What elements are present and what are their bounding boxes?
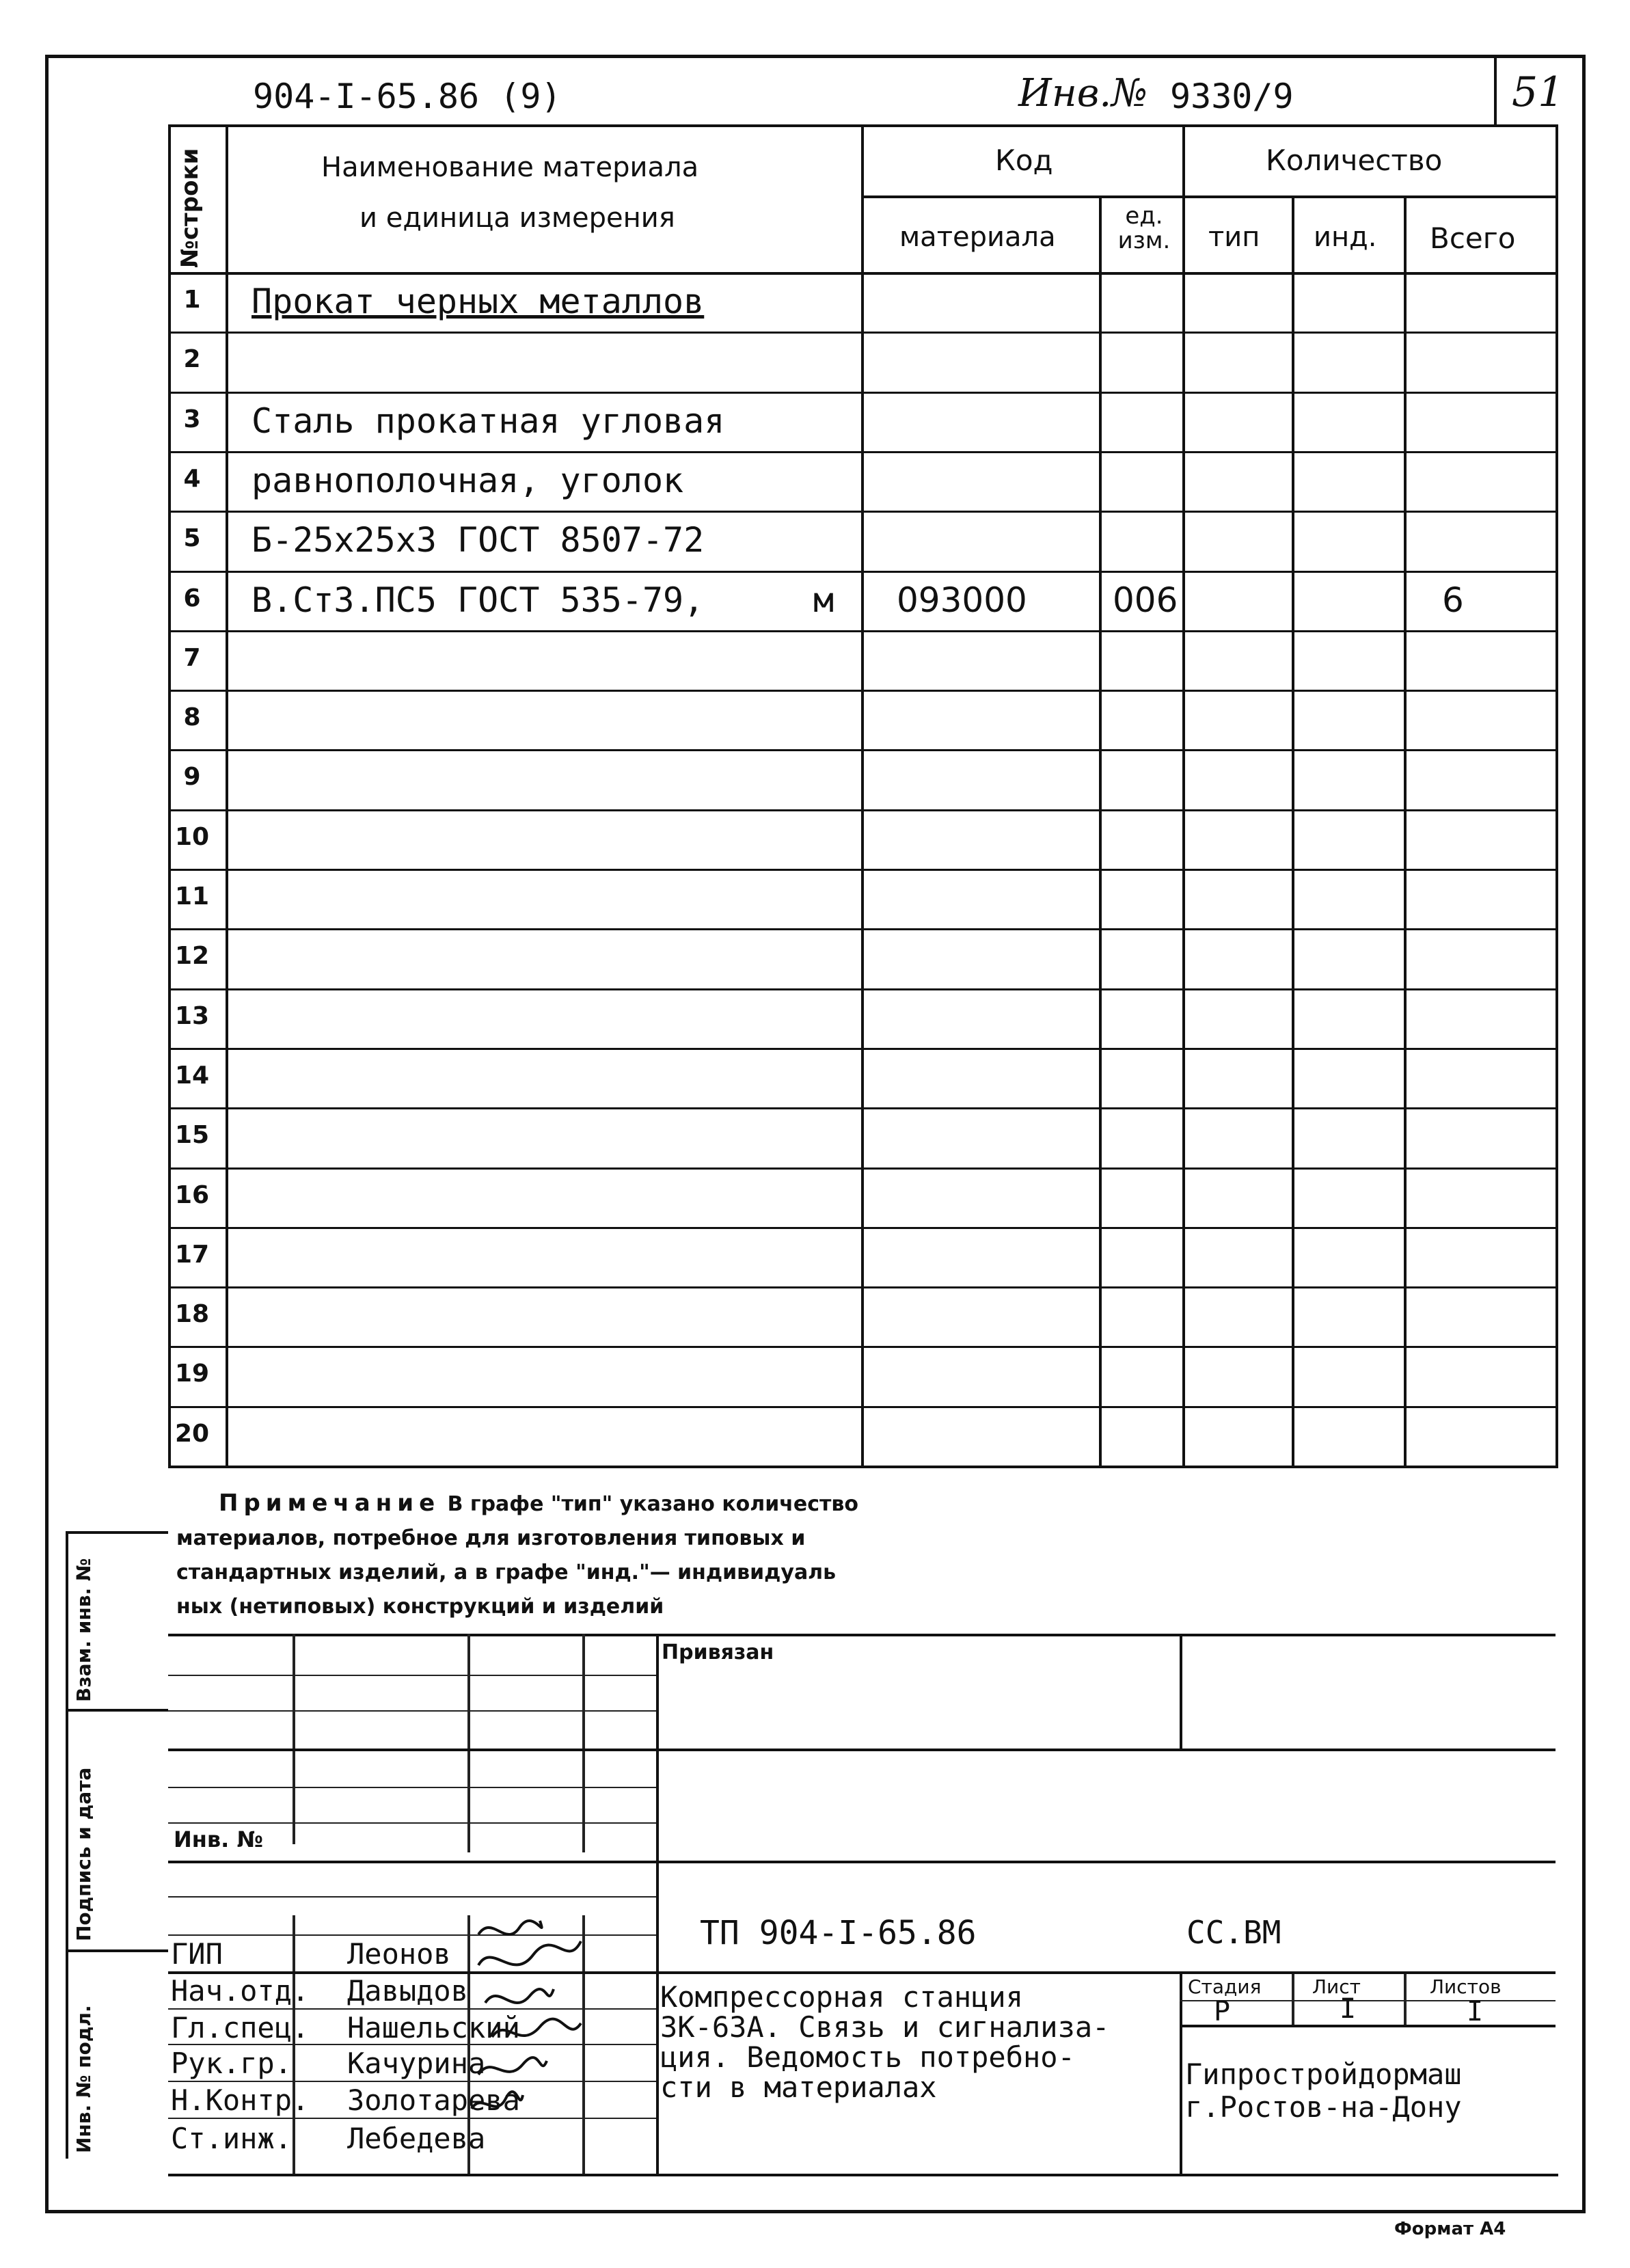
row-number: 4 (183, 465, 201, 493)
signatory-name: Нашельский (347, 2011, 520, 2044)
stamp-h4 (168, 1787, 656, 1788)
side-strip-line (66, 1531, 68, 2159)
row-number: 5 (183, 524, 201, 552)
subheader-line (861, 195, 1556, 198)
row-name: Прокат черных металлов (252, 282, 705, 321)
row-number: 7 (183, 644, 201, 672)
stage-value: Р (1214, 1996, 1231, 2027)
qty-total-header: Всего (1430, 221, 1516, 255)
stamp-grid-v1b (293, 1915, 295, 2175)
name-header-2: и единица измерения (359, 202, 675, 234)
stamp-stage-div (1292, 1971, 1294, 2026)
row-name: Сталь прокатная угловая (252, 401, 725, 441)
row-unit-code: 006 (1113, 580, 1178, 620)
signatory-role: Гл.спец. (171, 2011, 310, 2044)
row-number: 13 (174, 1002, 210, 1030)
stamp-h2 (168, 1710, 656, 1712)
row-material-code: 093000 (897, 580, 1027, 620)
signatory-name: Золотарева (347, 2083, 520, 2117)
row-line (168, 928, 1556, 930)
table-right-border (1556, 124, 1558, 1468)
note-block (176, 1486, 858, 1624)
stamp-grid-v1 (293, 1634, 295, 1844)
sheets-label: Листов (1430, 1975, 1502, 1998)
signatory-role: Ст.инж. (171, 2122, 293, 2155)
row-number: 12 (174, 942, 210, 970)
org-line-2: г.Ростов-на-Дону (1185, 2090, 1462, 2124)
signatory-name: Леонов (347, 1937, 451, 1971)
signature-davydov (478, 1941, 581, 1965)
page-number: 51 (1512, 68, 1564, 116)
signature-lebedeva (472, 2092, 523, 2109)
stamp-bottom-line (168, 2174, 1558, 2176)
stamp-h6 (168, 1861, 1556, 1863)
signatory-role: Рук.гр. (171, 2047, 293, 2080)
stamp-grid-v2 (467, 1634, 470, 1852)
signatory-role: Н.Контр. (171, 2083, 310, 2117)
row-line (168, 1406, 1556, 1408)
stamp-h1 (168, 1675, 656, 1676)
name-header-1: Наименование материала (321, 152, 699, 183)
row-number: 20 (174, 1420, 210, 1448)
row-line (168, 1286, 1556, 1288)
page-num-divider (1494, 55, 1497, 127)
stamp-title (660, 1982, 1109, 2103)
type-col-line (1292, 195, 1294, 1468)
side-vzam-inv: Взам. инв. № (72, 1558, 95, 1702)
side-podpis-data: Подпись и дата (72, 1767, 95, 1941)
stamp-top-line (168, 1634, 1556, 1636)
row-line (168, 1107, 1556, 1109)
row-number: 8 (183, 703, 201, 731)
row-line (168, 451, 1556, 453)
row-number: 3 (183, 405, 201, 433)
org-line-1: Гипростройдормаш (1185, 2057, 1462, 2091)
stamp-title-line-2: 3К-63А. Связь и сигнализа- (660, 2010, 1110, 2044)
side-h1 (66, 1531, 168, 1534)
doc-mark: СС.ВМ (1186, 1914, 1281, 1951)
row-number: 17 (174, 1241, 210, 1269)
row-number: 14 (174, 1062, 210, 1090)
sheet-label: Лист (1312, 1975, 1361, 1998)
qty-ind-header: инд. (1314, 221, 1377, 253)
rownum-header: №строки (176, 148, 204, 268)
row-line (168, 1346, 1556, 1348)
signatory-role: Нач.отд. (171, 1974, 310, 2008)
stamp-privyazan-divider (1180, 1634, 1182, 1750)
note-line-3: стандартных изделий, а в графе "инд."— индивидуаль (176, 1561, 837, 1584)
row-number: 10 (174, 823, 210, 851)
row-line (168, 869, 1556, 871)
row-line (168, 630, 1556, 632)
code-header: Код (995, 144, 1053, 177)
note-line-1: В графе "тип" указано количество (447, 1492, 858, 1516)
sheet-value: I (1340, 1993, 1357, 2025)
sheets-value: I (1467, 1996, 1484, 2027)
signatory-name: Давыдов (347, 1974, 469, 2008)
page-frame (45, 55, 1586, 2213)
row-number: 2 (183, 345, 201, 373)
code-col-line (1099, 195, 1102, 1468)
signature-kachurina (492, 2019, 581, 2037)
stamp-stage-h (1180, 2000, 1556, 2001)
privyazan-label: Привязан (662, 1641, 774, 1664)
stamp-h7 (168, 1896, 656, 1898)
signature-nashelsky (485, 1989, 554, 2003)
qty-header: Количество (1266, 144, 1443, 177)
row-number: 6 (183, 584, 201, 612)
row-number: 15 (174, 1121, 210, 1149)
stamp-right-divider (1180, 1971, 1182, 2175)
doc-code: 904-I-65.86 (9) (253, 77, 562, 116)
row-line (168, 988, 1556, 990)
side-inv-podl: Инв. № подл. (72, 2005, 95, 2153)
header-rows-line (168, 272, 1556, 275)
row-qty-total: 6 (1442, 580, 1464, 620)
format-label: Формат А4 (1394, 2219, 1506, 2239)
row-number: 18 (174, 1300, 210, 1328)
row-name: В.Ст3.ПС5 ГОСТ 535-79, (252, 580, 705, 620)
note-title: Примечание (219, 1489, 441, 1517)
row-unit: м (813, 580, 834, 620)
stamp-sheet-div (1404, 1971, 1407, 2026)
row-number: 9 (183, 763, 201, 791)
row-line (168, 1167, 1556, 1170)
stamp-title-line-3: ция. Ведомость потребно- (660, 2040, 1075, 2074)
row-line (168, 690, 1556, 692)
tp-code: ТП 904-I-65.86 (700, 1914, 977, 1952)
side-h2 (66, 1709, 168, 1712)
stamp-title-line-1: Компрессорная станция (660, 1980, 1024, 2014)
row-number: 11 (174, 882, 210, 910)
row-number: 19 (174, 1360, 210, 1388)
row-line (168, 1227, 1556, 1229)
inv-label: Инв.№ (1018, 71, 1148, 116)
code-material-header: материала (899, 221, 1056, 253)
row-line (168, 571, 1556, 573)
signature-leonov (478, 1921, 542, 1934)
signatory-name: Качурина (347, 2047, 486, 2080)
qty-type-header: тип (1208, 221, 1260, 253)
row-name: Б-25х25х3 ГОСТ 8507-72 (252, 520, 705, 560)
row-number: 1 (183, 286, 201, 314)
row-line (168, 511, 1556, 513)
row-line (168, 392, 1556, 394)
table-bottom-line (168, 1466, 1556, 1468)
unit-col-line (1182, 124, 1185, 1468)
row-name: равнополочная, уголок (252, 461, 684, 500)
name-col-line (861, 124, 864, 1468)
signatory-name: Лебедева (347, 2122, 486, 2155)
row-line (168, 809, 1556, 811)
stamp-main-divider (656, 1634, 659, 2175)
signatory-role: ГИП (171, 1937, 223, 1971)
inv-number: 9330/9 (1170, 77, 1294, 116)
ind-col-line (1404, 195, 1407, 1468)
stage-label: Стадия (1188, 1975, 1262, 1998)
row-number: 16 (174, 1181, 210, 1209)
rownum-col-line (226, 124, 228, 1468)
signatures (465, 1914, 636, 2174)
row-line (168, 1048, 1556, 1050)
inv-no-label: Инв. № (174, 1826, 263, 1852)
stamp-h5 (168, 1822, 656, 1824)
stamp-title-line-4: сти в материалах (660, 2070, 937, 2104)
note-line-2: материалов, потребное для изготовления типовых и (176, 1526, 806, 1550)
stamp-grid-v3 (582, 1634, 585, 1852)
note-line-4: ных (нетиповых) конструкций и изделий (176, 1595, 664, 1619)
side-h3 (66, 1949, 168, 1952)
signature-zolotareva (478, 2057, 547, 2075)
code-unit-header: ед. изм. (1117, 202, 1171, 254)
stamp-h3 (168, 1749, 1556, 1751)
row-line (168, 332, 1556, 334)
stamp-org-top (1180, 2025, 1556, 2027)
row-line (168, 749, 1556, 751)
